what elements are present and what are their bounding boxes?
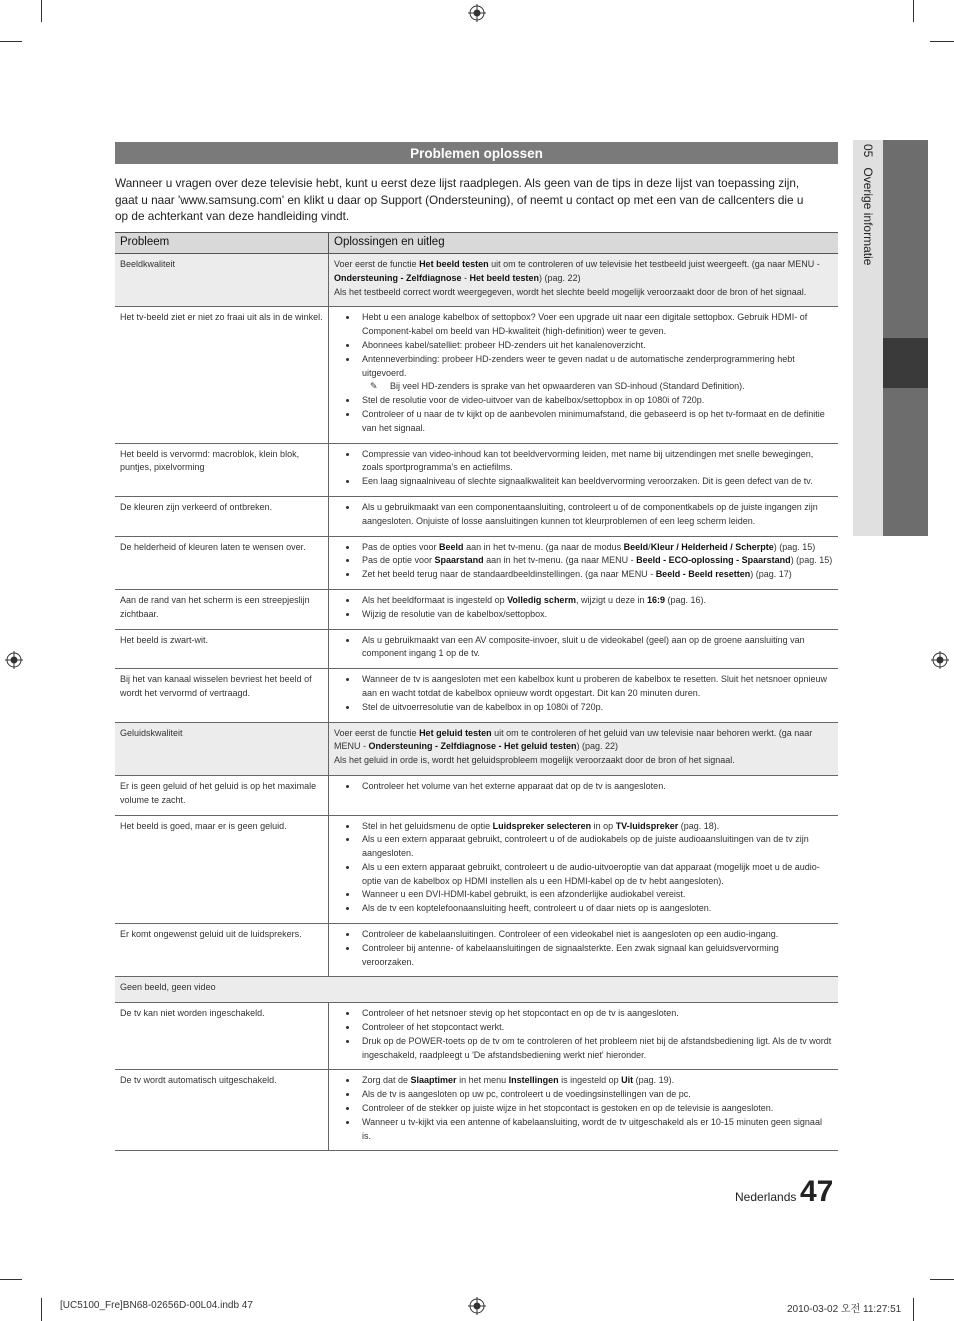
- solution-list: [334, 780, 833, 794]
- text-run: ) (pag. 15): [773, 541, 816, 552]
- text-run: (pag. 16).: [665, 594, 707, 605]
- problem-cell: De helderheid of kleuren laten te wensen over.: [115, 536, 329, 589]
- list-item: [358, 902, 833, 916]
- list-item: [358, 1021, 833, 1035]
- bold-term: Volledig scherm: [507, 594, 576, 605]
- list-item: [358, 608, 833, 622]
- bold-term: Het beeld testen: [419, 259, 489, 269]
- solution-paragraph: [334, 286, 833, 300]
- page-number: 47: [800, 1175, 834, 1208]
- solution-cell: [329, 669, 839, 722]
- text-run: ) (pag. 17): [750, 569, 792, 580]
- list-item: [358, 820, 833, 834]
- text-run: -: [647, 569, 656, 580]
- table-row: [115, 443, 838, 496]
- bold-term: Beeld: [439, 541, 464, 552]
- text-run: POWER: [408, 1035, 443, 1046]
- text-run: Controleer de kabelaansluitingen. Controleer of een videokabel niet is aangesloten op een audio-ingang.: [362, 929, 779, 940]
- text-run: Controleer of u naar de tv kijkt op de aanbevolen minimumafstand, die gebaseerd is op het tv-formaat en de definitie van het signaal.: [362, 408, 825, 433]
- solution-cell: [329, 1003, 839, 1070]
- text-run: aan in het tv-menu. (ga naar: [483, 555, 602, 566]
- table-row: [115, 536, 838, 589]
- solution-list: [334, 448, 833, 489]
- list-item: [358, 673, 833, 701]
- bold-term: Ondersteuning - Zelfdiagnose: [334, 272, 462, 283]
- chapter-number: 05: [861, 144, 875, 158]
- bold-term: Instellingen: [508, 1075, 559, 1086]
- text-run: Als de tv een koptelefoonaansluiting heeft, controleert u of daar niets op is aangesloten.: [362, 903, 712, 914]
- text-run: -: [814, 259, 820, 269]
- bold-term: Beeld - Beeld resetten: [655, 569, 751, 580]
- text-run: Pas de opties voor: [362, 541, 440, 552]
- list-item: [358, 501, 833, 529]
- chapter-label: [861, 144, 875, 265]
- text-run: Controleer of het netsnoer stevig op het stopcontact en op de tv is aangesloten.: [362, 1008, 679, 1019]
- header-solution: Oplossingen en uitleg: [329, 233, 839, 254]
- list-item: [358, 353, 833, 394]
- text-run: in het menu: [456, 1075, 509, 1086]
- text-run: -: [461, 272, 470, 283]
- solution-list: [334, 1074, 833, 1143]
- note: [362, 380, 833, 394]
- text-run: MENU: [334, 741, 361, 752]
- solution-paragraph: [334, 258, 833, 286]
- bold-term: Beeld - ECO-oplossing - Spaarstand: [636, 555, 791, 566]
- solution-cell: [329, 924, 839, 977]
- list-item: [358, 1035, 833, 1063]
- problem-cell: Beeldkwaliteit: [115, 254, 329, 307]
- list-item: [358, 1116, 833, 1144]
- text-run: Als het beeldformaat is ingesteld op: [362, 594, 508, 605]
- problem-cell: Aan de rand van het scherm is een streepjeslijn zichtbaar.: [115, 589, 329, 629]
- table-header-row: [115, 233, 838, 254]
- problem-cell: De tv kan niet worden ingeschakeld.: [115, 1003, 329, 1070]
- bold-term: 16:9: [647, 594, 666, 605]
- problem-cell: Er is geen geluid of het geluid is op het maximale volume te zacht.: [115, 775, 329, 815]
- list-item: [358, 1074, 833, 1088]
- text-run: is ingesteld op: [558, 1075, 622, 1086]
- table-row: [115, 254, 838, 307]
- solution-list: [334, 594, 833, 622]
- solution-cell: [329, 307, 839, 443]
- problem-cell: Het beeld is goed, maar er is geen geluid.: [115, 815, 329, 924]
- text-run: Stel in het geluidsmenu de optie: [362, 820, 493, 831]
- bold-term: Het beeld testen: [469, 272, 540, 283]
- list-item: [358, 554, 833, 568]
- table-row: [115, 496, 838, 536]
- header-problem: Probleem: [115, 233, 329, 254]
- list-item: [358, 541, 833, 555]
- solution-cell: [329, 496, 839, 536]
- list-item: [358, 568, 833, 582]
- text-run: Een laag signaalniveau of slechte signaalkwaliteit kan beeldvervorming veroorzaken. Dit is geen defect van de tv.: [362, 476, 813, 487]
- list-item: [358, 594, 833, 608]
- chapter-title: Overige informatie: [861, 167, 875, 266]
- solution-list: [334, 541, 833, 582]
- text-run: (pag. 19).: [633, 1075, 675, 1086]
- registration-mark-right: [931, 651, 949, 669]
- table-row: [115, 977, 838, 1003]
- solution-list: [334, 634, 833, 662]
- registration-mark-bottom: [468, 1297, 486, 1315]
- table-row: [115, 722, 838, 775]
- list-item: [358, 475, 833, 489]
- footer-language: Nederlands: [735, 1190, 797, 1204]
- text-run: MENU: [601, 555, 629, 566]
- text-run: Compressie van video-inhoud kan tot beeldvervorming leiden, met name bij uitzendingen met snelle bewegingen, zoals sportprogramma's en actiefilms.: [362, 448, 814, 473]
- text-run: , wijzigt u deze in: [575, 594, 647, 605]
- table-row: [115, 1070, 838, 1151]
- text-run: Antenneverbinding: probeer HD-zenders weer te geven nadat u de automatische zenderprogrammering hebt uitgevoerd.: [362, 353, 795, 378]
- text-run: Controleer of het stopcontact werkt.: [362, 1022, 505, 1033]
- solution-paragraph: [334, 727, 833, 755]
- text-run: ) (pag. 22): [539, 272, 581, 283]
- list-item: [358, 311, 833, 339]
- list-item: [358, 888, 833, 902]
- list-item: [358, 861, 833, 889]
- table-row: [115, 307, 838, 443]
- text-run: Wanneer u tv-kijkt via een antenne of kabelaansluiting, wordt de tv uitgeschakeld als er 10-15 minuten geen signaal is.: [362, 1116, 822, 1141]
- bold-term: Luidspreker selecteren: [492, 820, 592, 831]
- text-run: Controleer bij antenne- of kabelaansluitingen de signaalsterkte. Een zwak signaal kan geluidsvervorming veroorzaken.: [362, 942, 779, 967]
- solution-cell: [329, 589, 839, 629]
- note-text: Bij veel HD-zenders is sprake van het opwaarderen van SD-inhoud (Standard Definition).: [390, 381, 745, 392]
- solution-list: [334, 673, 833, 714]
- text-run: aan in het tv-menu. (ga naar de modus: [463, 541, 624, 552]
- text-run: Voer eerst de functie: [334, 259, 420, 269]
- text-run: /: [648, 541, 651, 552]
- bold-term: Uit: [621, 1075, 634, 1086]
- text-run: Als de tv is aangesloten op uw pc, controleert u de voedingsinstellingen van de pc.: [362, 1089, 691, 1100]
- text-run: uit om te controleren of uw televisie het testbeeld juist weergeeft. (ga naar: [488, 259, 788, 269]
- problem-cell: De tv wordt automatisch uitgeschakeld.: [115, 1070, 329, 1151]
- bold-term: Beeld: [623, 541, 649, 552]
- text-run: -: [360, 741, 369, 752]
- table-row: [115, 924, 838, 977]
- list-item: [358, 634, 833, 662]
- list-item: [358, 780, 833, 794]
- bold-term: Ondersteuning - Zelfdiagnose - Het geluid testen: [368, 741, 577, 752]
- print-slug-date: 2010-03-02 오전 11:27:51: [787, 1304, 902, 1315]
- text-run: Controleer het volume van het externe apparaat dat op de tv is aangesloten.: [362, 780, 666, 791]
- bold-term: Slaaptimer: [410, 1075, 457, 1086]
- solution-paragraph: [334, 754, 833, 768]
- list-item: [358, 1102, 833, 1116]
- problem-cell: Er komt ongewenst geluid uit de luidsprekers.: [115, 924, 329, 977]
- problem-cell: Bij het van kanaal wisselen bevriest het beeld of wordt het vervormd of vertraagd.: [115, 669, 329, 722]
- solution-list: [334, 928, 833, 969]
- bold-term: Kleur / Helderheid / Scherpte: [650, 541, 774, 552]
- solution-list: [334, 501, 833, 529]
- solution-cell: [329, 443, 839, 496]
- solution-cell: [329, 254, 839, 307]
- text-run: Als u een extern apparaat gebruikt, controleert u of de audiokabels op de juiste audioaansluitingen van de tv zijn aangesloten.: [362, 834, 809, 859]
- solution-cell: [329, 1070, 839, 1151]
- intro-paragraph: Wanneer u vragen over deze televisie hebt, kunt u eerst deze lijst raadplegen. Als geen van de tips in deze lijst van toepassing zijn, gaat u naar 'www.samsung.com' en klikt u daar op Support (Ondersteuning), of neemt u contact op met een van de callcenters die u op de achterkant van deze handleiding vindt.: [115, 176, 804, 223]
- solution-list: [334, 1007, 833, 1062]
- section-title-bar: [115, 142, 838, 164]
- text-run: -toets op de tv om te controleren of het probleem niet bij de afstandsbediening ligt. Als de tv wordt ingeschakeld, raadpleegt u 'De afstandsbediening werkt niet' hieronder.: [362, 1035, 832, 1060]
- bold-term: Het geluid testen: [419, 727, 492, 738]
- table-row: [115, 1003, 838, 1070]
- section-title: Problemen oplossen: [410, 145, 543, 161]
- table-row: [115, 815, 838, 924]
- troubleshooting-table: [115, 232, 838, 1151]
- problem-cell: Het beeld is vervormd: macroblok, klein blok, puntjes, pixelvorming: [115, 443, 329, 496]
- text-run: Controleer of de stekker op juiste wijze in het stopcontact is gestoken en op de televisie is aangesloten.: [362, 1103, 774, 1114]
- list-item: [358, 928, 833, 942]
- list-item: [358, 1007, 833, 1021]
- chapter-side-tab: [853, 140, 928, 536]
- text-run: -: [628, 555, 637, 566]
- list-item: [358, 833, 833, 861]
- text-run: MENU: [621, 569, 648, 580]
- registration-mark-top: [468, 4, 486, 22]
- text-run: Pas de optie voor: [362, 555, 435, 566]
- bold-term: TV-luidspreker: [615, 820, 679, 831]
- list-item: [358, 339, 833, 353]
- bold-term: Spaarstand: [434, 555, 484, 566]
- text-run: Wijzig de resolutie van de kabelbox/settopbox.: [362, 608, 548, 619]
- text-run: Hebt u een analoge kabelbox of settopbox? Voer een upgrade uit naar een digitale settopbox. Gebruik HDMI- of Component-kabel om beeld van HD-kwaliteit (high-definition) weer te geven.: [362, 312, 808, 337]
- solution-cell: [329, 629, 839, 669]
- table-row: [115, 669, 838, 722]
- category-row-label: Geen beeld, geen video: [115, 977, 838, 1003]
- registration-mark-left: [5, 651, 23, 669]
- text-run: Zorg dat de: [362, 1075, 411, 1086]
- text-run: Zet het beeld terug naar de standaardbeeldinstellingen. (ga naar: [362, 569, 622, 580]
- text-run: Voer eerst de functie: [334, 727, 420, 738]
- list-item: [358, 1088, 833, 1102]
- text-run: Wanneer de tv is aangesloten met een kabelbox kunt u proberen de kabelbox te resetten. Sluit het netsnoer opnieuw aan en wacht totdat de kabelbox opnieuw wordt opgestart. Dit kan 20 minuten duren.: [362, 674, 827, 698]
- solution-cell: [329, 775, 839, 815]
- text-run: MENU: [787, 259, 815, 269]
- list-item: [358, 448, 833, 476]
- list-item: [358, 701, 833, 715]
- problem-cell: Geluidskwaliteit: [115, 722, 329, 775]
- text-run: Als het geluid in orde is, wordt het geluidsprobleem mogelijk veroorzaakt door de bron of het signaal.: [334, 755, 735, 766]
- list-item: [358, 394, 833, 408]
- solution-cell: [329, 536, 839, 589]
- text-run: Als het testbeeld correct wordt weergegeven, wordt het slechte beeld mogelijk veroorzaakt door de bron of het signaal.: [334, 286, 807, 297]
- table-row: [115, 775, 838, 815]
- problem-cell: Het tv-beeld ziet er niet zo fraai uit als in de winkel.: [115, 307, 329, 443]
- problem-cell: De kleuren zijn verkeerd of ontbreken.: [115, 496, 329, 536]
- text-run: Stel de resolutie voor de video-uitvoer van de kabelbox/settopbox in op 1080i of 720p.: [362, 395, 705, 406]
- problem-cell: Het beeld is zwart-wit.: [115, 629, 329, 669]
- solution-cell: [329, 815, 839, 924]
- text-run: Als u gebruikmaakt van een componentaansluiting, controleert u of de componentkabels op de juiste ingangen zijn aangesloten. Onjuiste of losse aansluitingen kunnen tot kleurproblemen of een leeg scherm leiden.: [362, 501, 818, 526]
- text-run: Stel de uitvoerresolutie van de kabelbox in op 1080i of 720p.: [362, 701, 604, 712]
- list-item: [358, 942, 833, 970]
- text-run: ) (pag. 22): [576, 741, 619, 752]
- text-run: Druk op de: [362, 1035, 409, 1046]
- list-item: [358, 408, 833, 436]
- text-run: uit om te controleren of het geluid van uw televisie naar behoren werkt. (ga naar: [491, 727, 813, 738]
- text-run: in op: [591, 820, 616, 831]
- text-run: Abonnees kabel/satelliet: probeer HD-zenders uit het kanalenoverzicht.: [362, 339, 646, 350]
- table-row: [115, 589, 838, 629]
- table-row: [115, 629, 838, 669]
- text-run: Wanneer u een DVI-HDMI-kabel gebruikt, is een afzonderlijke audiokabel vereist.: [362, 889, 686, 900]
- text-run: ) (pag. 15): [790, 555, 833, 566]
- solution-list: [334, 311, 833, 435]
- text-run: Als u een extern apparaat gebruikt, controleert u de audio-uitvoeroptie van dat apparaat (mogelijk moet u de audio-optie van de kabelbox op HDMI instellen als u een HDMI-kabel op de tv hebt aangesloten).: [362, 861, 820, 886]
- text-run: Als u gebruikmaakt van een AV composite-invoer, sluit u de videokabel (geel) aan op de groene aansluiting van component ingang 1 op de tv.: [362, 634, 805, 659]
- solution-list: [334, 820, 833, 917]
- print-slug-file: [UC5100_Fre]BN68-02656D-00L04.indb 47: [60, 1300, 253, 1311]
- pencil-note-icon: ✎: [370, 381, 378, 392]
- text-run: (pag. 18).: [678, 820, 720, 831]
- solution-cell: [329, 722, 839, 775]
